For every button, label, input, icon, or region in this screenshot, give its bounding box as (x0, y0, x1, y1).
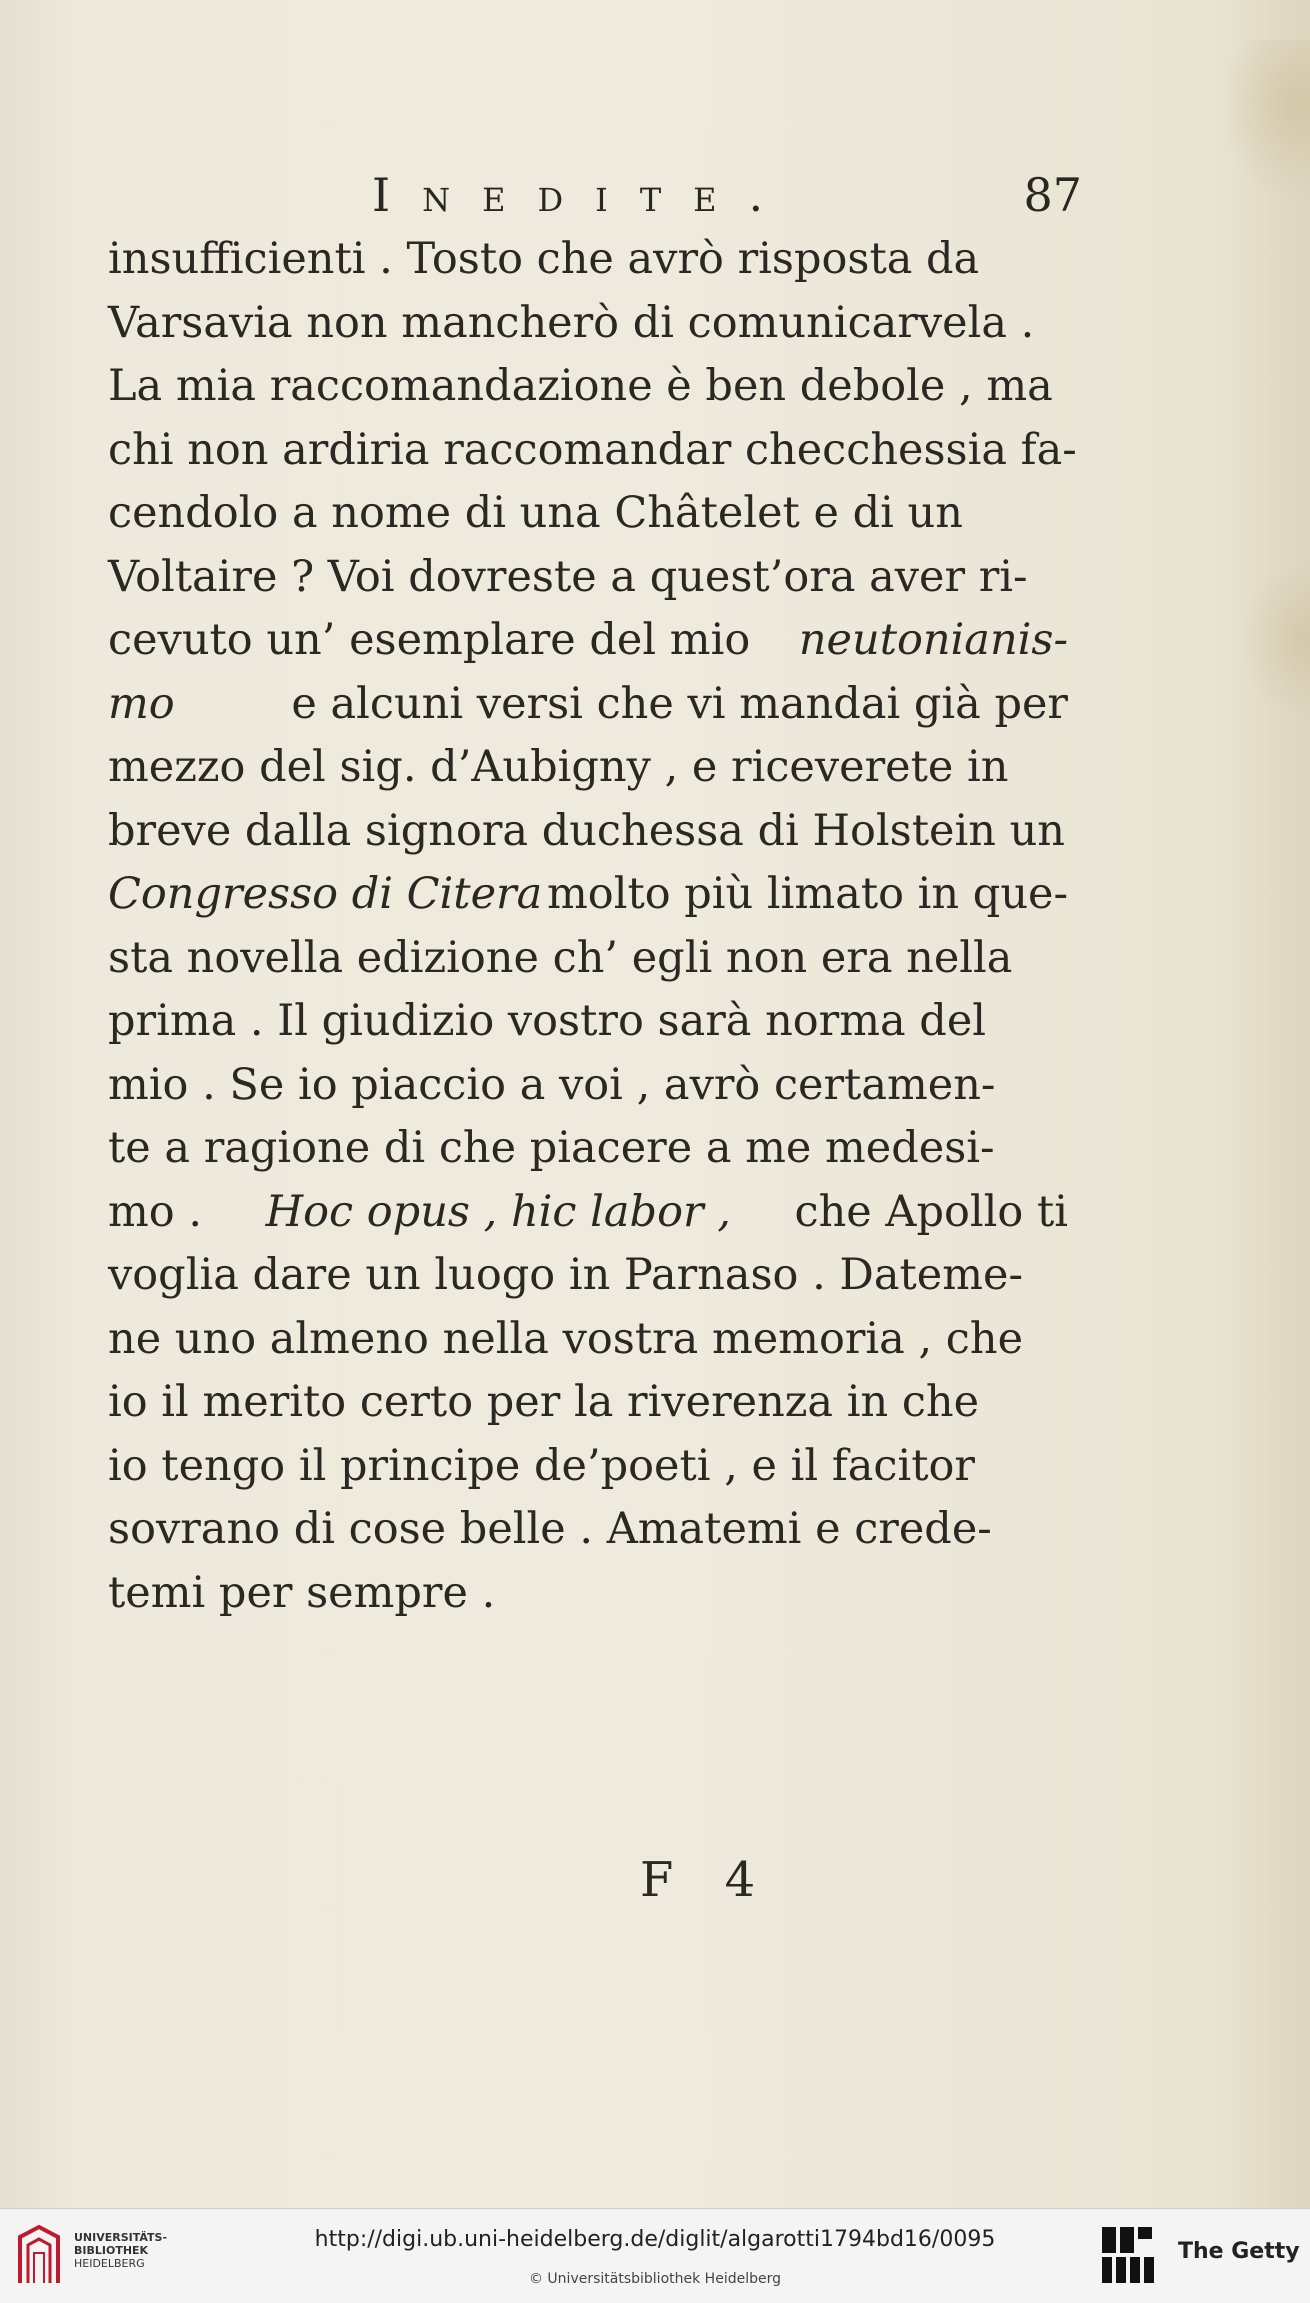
text-line: Congresso di Citera molto più limato in que- (108, 863, 1068, 927)
text-line: insufficienti . Tosto che avrò risposta da (108, 234, 980, 284)
university-library-name: UNIVERSITÄTS- BIBLIOTHEK HEIDELBERG (74, 2231, 168, 2270)
text-line: Voltaire ? Voi dovreste a quest’ora aver ri- (108, 551, 1028, 602)
text-line: voglia dare un luogo in Parnaso . Dateme- (108, 1250, 1024, 1300)
text-line: sovrano di cose belle . Amatemi e crede- (108, 1504, 992, 1554)
italic-title: mo (108, 678, 175, 729)
letter-text (108, 228, 1077, 1625)
partner-name: The Getty (1178, 2239, 1300, 2264)
text-line: Varsavia non mancherò di comunicarvela . (108, 297, 1035, 348)
copyright-notice: © Universitätsbibliothek Heidelberg (528, 2271, 781, 2287)
text-line: chi non ardiria raccomandar checchessia fa- (108, 424, 1077, 475)
text-line: cevuto un’ esemplare del mio neutonianis- (108, 609, 1068, 673)
running-title: Inedite. (372, 168, 796, 222)
text-line: io il merito certo per la riverenza in che (108, 1377, 980, 1427)
text-line: io tengo il principe de’poeti , e il facitor (108, 1440, 975, 1491)
text-line: ne uno almeno nella vostra memoria , che (108, 1313, 1024, 1364)
text-line: La mia raccomandazione è ben debole , ma (108, 361, 1053, 411)
text-line: breve dalla signora duchessa di Holstein un (108, 805, 1065, 856)
signature-mark: F 4 (640, 1852, 774, 1908)
paper-stain (1240, 560, 1310, 720)
italic-quote: Hoc opus , hic labor , (265, 1186, 731, 1237)
italic-title: Congresso di Citera (108, 869, 543, 919)
italic-title: neutonianis- (798, 615, 1068, 665)
text-line: cendolo a nome di una Châtelet e di un (108, 488, 963, 538)
paper-stain (1220, 40, 1310, 200)
text-line: te a ragione di che piacere a me medesi- (108, 1123, 995, 1173)
page-header (372, 168, 1082, 228)
text-line: mo . Hoc opus , hic labor , che Apollo ti (108, 1181, 1068, 1245)
text-line: mo e alcuni versi che vi mandai già per (108, 673, 1068, 737)
getty-logo-icon (1100, 2225, 1160, 2285)
text-line: mio . Se io piaccio a voi , avrò certamen- (108, 1059, 996, 1110)
viewer-footer (0, 2208, 1310, 2303)
page-number: 87 (1023, 168, 1082, 222)
text-line: sta novella edizione ch’ egli non era nella (108, 932, 1013, 983)
permalink-url[interactable]: http://digi.ub.uni-heidelberg.de/diglit/algarotti1794bd16/0095 (314, 2227, 996, 2252)
text-line: prima . Il giudizio vostro sarà norma del (108, 996, 987, 1046)
text-line: mezzo del sig. d’Aubigny , e riceverete in (108, 742, 1009, 792)
text-line: temi per sempre . (108, 1567, 496, 1618)
